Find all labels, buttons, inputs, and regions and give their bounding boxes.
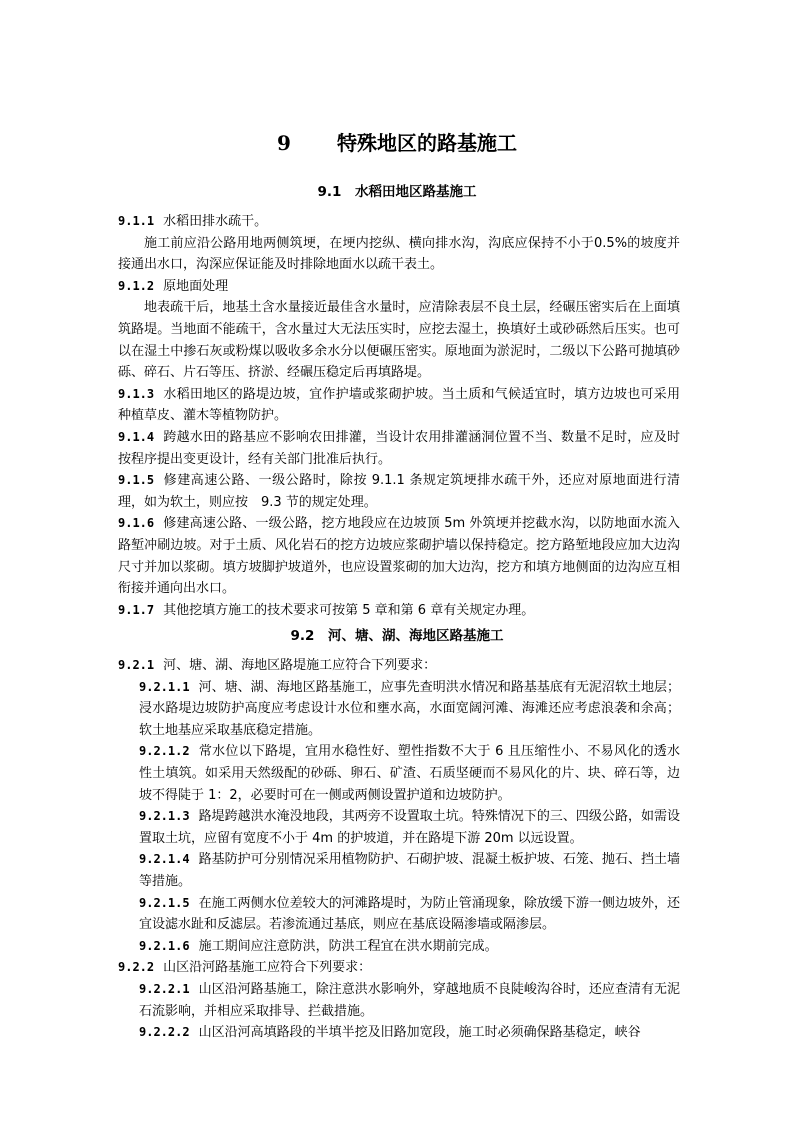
clause-text: 河、塘、湖、海地区路基施工，应事先查明洪水情况和路基基底有无泥沼软土地层；浸水路堤边坡防护高度应考虑设计水位和壅水高，水面宽阔河滩、海滩还应考虑浪袭和余高；软土地基应采取基底稳定措施。 <box>139 679 680 738</box>
clause-number: 9.2.1.2 <box>139 744 190 759</box>
clause-9-2-1-6 <box>118 936 680 958</box>
clause-text: 山区沿河路基施工应符合下列要求： <box>163 960 372 976</box>
clause-9-1-7 <box>118 600 680 622</box>
clause-text: 山区沿河路基施工，除注意洪水影响外，穿越地质不良陡峻沟谷时，还应查清有无泥石流影响，并相应采取排导、拦截措施。 <box>139 981 680 1019</box>
clause-text: 修建高速公路、一级公路，挖方地段应在边坡顶 5m 外筑埂并挖截水沟，以防地面水流入路堑冲刷边坡。对于土质、风化岩石的挖方边坡应浆砌护墙以保持稳定。挖方路堑地段应加大边沟尺寸并加以浆砌。填方坡脚护坡道外，也应设置浆砌的加大边沟，挖方和填方地侧面的边沟应互相衔接并通向出水口。 <box>118 516 680 597</box>
clause-number: 9.2.1.3 <box>139 809 190 824</box>
clause-number: 9.2.1.1 <box>139 679 190 694</box>
clause-text: 原地面处理 <box>163 278 229 294</box>
clause-text: 水稻田排水疏干。 <box>163 214 268 229</box>
clause-text: 跨越水田的路基应不影响农田排灌，当设计农用排灌涵洞位置不当、数量不足时，应及时按程序提出变更设计，经有关部门批准后执行。 <box>118 429 680 467</box>
clause-text: 山区沿河高填路段的半填半挖及旧路加宽段，施工时必须确保路基稳定，峡谷 <box>198 1025 641 1041</box>
clause-text: 河、塘、湖、海地区路堤施工应符合下列要求： <box>163 658 437 673</box>
clause-number: 9.2.2.2 <box>139 1025 190 1040</box>
clause-9-1-3 <box>118 384 680 427</box>
clause-text: 路堤跨越洪水淹没地段，其两旁不设置取土坑。特殊情况下的三、四级公路，如需设置取土坑，应留有宽度不小于 4m 的护坡道，并在路堤下游 20m 以远设置。 <box>139 809 680 846</box>
clause-9-1-1-heading <box>118 211 680 233</box>
clause-9-1-6 <box>118 513 680 599</box>
section-title-9-1: 9.1 水稻田地区路基施工 <box>317 184 477 200</box>
clause-9-2-1 <box>118 655 680 677</box>
clause-9-2-2-2 <box>118 1022 680 1044</box>
clause-9-2-1-4 <box>118 849 680 892</box>
clause-number: 9.1.6 <box>118 516 155 531</box>
clause-number: 9.1.5 <box>118 473 155 488</box>
clause-9-1-5 <box>118 470 680 513</box>
clause-9-1-4 <box>118 427 680 470</box>
clause-9-2-2-1 <box>118 979 680 1022</box>
chapter-title-text: 特殊地区的路基施工 <box>336 131 517 155</box>
clause-text: 施工期间应注意防洪，防洪工程宜在洪水期前完成。 <box>198 938 498 954</box>
clause-text: 其他挖填方施工的技术要求可按第 5 章和第 6 章有关规定办理。 <box>163 602 535 618</box>
clause-number: 9.1.2 <box>118 278 155 293</box>
clause-number: 9.2.1.5 <box>139 895 190 910</box>
clause-9-1-2-heading <box>118 276 680 298</box>
clause-9-2-2 <box>118 957 680 979</box>
chapter-number: 9 <box>277 131 291 155</box>
clause-9-1-1-body: 施工前应沿公路用地两侧筑埂，在埂内挖纵、横向排水沟，沟底应保持不小于0.5%的坡度并接通出水口，沟深应保证能及时排除地面水以疏干表土。 <box>118 235 680 273</box>
chapter-title <box>0 130 794 156</box>
clause-text: 水稻田地区的路堤边坡，宜作护墙或浆砌护坡。当土质和气候适宜时，填方边坡也可采用种植草皮、灌木等植物防护。 <box>118 386 680 424</box>
clause-number: 9.2.2.1 <box>139 981 190 996</box>
clause-number: 9.2.1.4 <box>139 852 190 867</box>
clause-9-1-2-body: 地表疏干后，地基土含水量接近最佳含水量时，应清除表层不良土层，经碾压密实后在上面填筑路堤。当地面不能疏干，含水量过大无法压实时，应挖去湿土，换填好土或砂砾然后压实。也可以在湿土中掺石灰或粉煤以吸收多余水分以便碾压密实。原地面为淤泥时，二级以下公路可抛填砂砾、碎石、片石等压、挤淤、经碾压稳定后再填路堤。 <box>118 300 680 381</box>
section-body-9-2 <box>118 655 680 1044</box>
clause-number: 9.2.1 <box>118 658 155 672</box>
clause-number: 9.1.4 <box>118 429 155 444</box>
clause-number: 9.1.7 <box>118 602 155 617</box>
clause-9-2-1-2 <box>118 741 680 806</box>
clause-text: 常水位以下路堤，宜用水稳性好、塑性指数不大于 6 且压缩性小、不易风化的透水性土填筑。如采用天然级配的砂砾、卵石、矿渣、石质坚硬而不易风化的片、块、碎石等，边坡不得陡于 1：2，必要时可在一侧或两侧设置护道和边坡防护。 <box>139 744 680 803</box>
clause-9-2-1-3 <box>118 806 680 849</box>
clause-number: 9.1.3 <box>118 386 155 401</box>
clause-number: 9.2.1.6 <box>139 938 190 953</box>
clause-number: 9.2.2 <box>118 960 155 975</box>
clause-9-2-1-1 <box>118 677 680 742</box>
clause-text: 路基防护可分别情况采用植物防护、石砌护坡、混凝土板护坡、石笼、抛石、挡土墙等措施。 <box>139 852 680 889</box>
clause-9-2-1-5 <box>118 893 680 936</box>
clause-number: 9.1.1 <box>118 214 155 228</box>
section-body-9-1 <box>118 211 680 621</box>
clause-text: 修建高速公路、一级公路时，除按 9.1.1 条规定筑埂排水疏干外，还应对原地面进行清理，如为软土，则应按 9.3 节的规定处理。 <box>118 473 680 510</box>
section-title-9-2: 9.2 河、塘、湖、海地区路基施工 <box>290 628 504 644</box>
clause-text: 在施工两侧水位差较大的河滩路堤时，为防止管涌现象，除放缓下游一侧边坡外，还宜设滤水趾和反滤层。若渗流通过基底，则应在基底设隔渗墙或隔渗层。 <box>139 895 680 933</box>
